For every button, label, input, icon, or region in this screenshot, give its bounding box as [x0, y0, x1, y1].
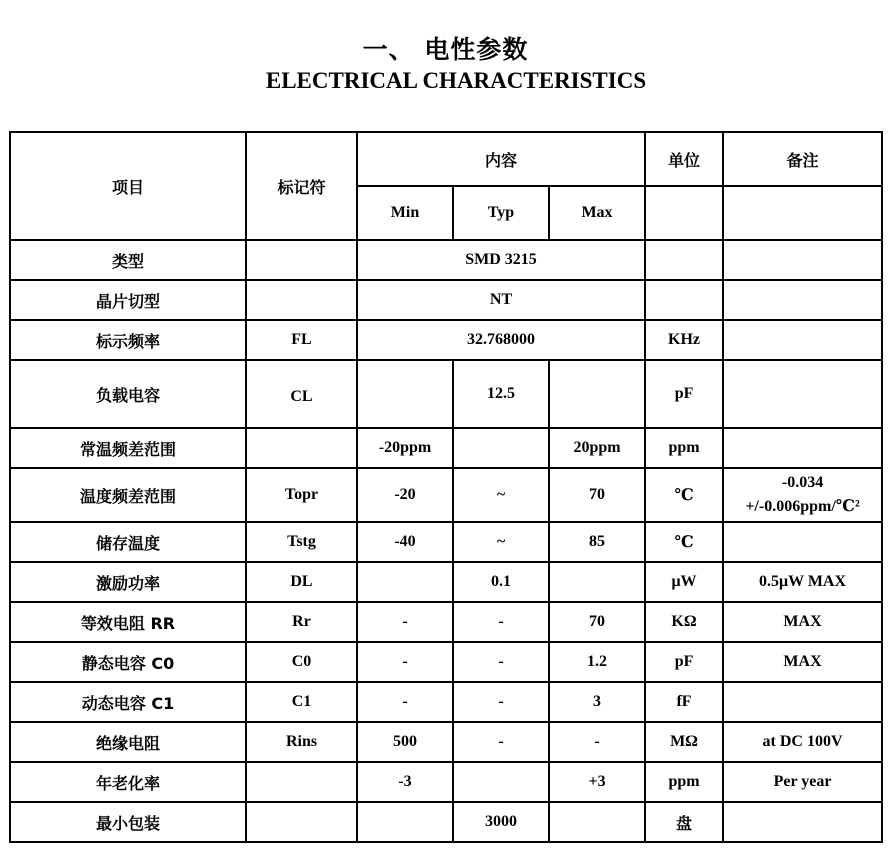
- row-unit: ppm: [645, 762, 723, 802]
- row-item: 储存温度: [10, 522, 246, 562]
- row-max: 3: [549, 682, 645, 722]
- header-content: 内容: [357, 132, 645, 186]
- row-symbol: [246, 240, 357, 280]
- row-item: 负载电容: [10, 360, 246, 428]
- row-symbol: Tstg: [246, 522, 357, 562]
- row-value: NT: [357, 280, 645, 320]
- row-unit: KΩ: [645, 602, 723, 642]
- row-symbol: CL: [246, 360, 357, 428]
- table-row: [10, 562, 882, 602]
- row-min: [357, 360, 453, 428]
- row-unit: pF: [645, 642, 723, 682]
- row-max: +3: [549, 762, 645, 802]
- row-min: -20: [357, 468, 453, 522]
- row-symbol: [246, 428, 357, 468]
- row-min: -3: [357, 762, 453, 802]
- row-min: -20ppm: [357, 428, 453, 468]
- table-row: [10, 682, 882, 722]
- row-max: [549, 802, 645, 842]
- row-unit: pF: [645, 360, 723, 428]
- row-min: -40: [357, 522, 453, 562]
- header-unit: 单位: [645, 132, 723, 186]
- row-typ: [453, 428, 549, 468]
- table-row: [10, 240, 882, 280]
- row-unit: ℃: [645, 468, 723, 522]
- header-remark-blank: [723, 186, 882, 240]
- row-symbol: [246, 762, 357, 802]
- row-value: 32.768000: [357, 320, 645, 360]
- row-item: 动态电容 C1: [10, 682, 246, 722]
- row-symbol: [246, 280, 357, 320]
- table-row: [10, 360, 882, 428]
- header-max: Max: [549, 186, 645, 240]
- page-title-chinese: 一、 电性参数: [362, 35, 529, 64]
- row-unit: 盘: [645, 802, 723, 842]
- row-symbol: Rins: [246, 722, 357, 762]
- row-min: -: [357, 682, 453, 722]
- row-symbol: [246, 802, 357, 842]
- table-row: [10, 522, 882, 562]
- row-value: SMD 3215: [357, 240, 645, 280]
- header-row: [10, 132, 882, 186]
- row-remark: [723, 802, 882, 842]
- row-min: [357, 562, 453, 602]
- row-remark: [723, 522, 882, 562]
- row-remark: MAX: [723, 642, 882, 682]
- row-remark: MAX: [723, 602, 882, 642]
- row-min: 500: [357, 722, 453, 762]
- row-symbol: FL: [246, 320, 357, 360]
- header-min: Min: [357, 186, 453, 240]
- row-item: 最小包装: [10, 802, 246, 842]
- row-typ: -: [453, 642, 549, 682]
- row-remark: [723, 428, 882, 468]
- row-item: 标示频率: [10, 320, 246, 360]
- row-item: 等效电阻 RR: [10, 602, 246, 642]
- row-remark: 0.5μW MAX: [723, 562, 882, 602]
- row-min: -: [357, 642, 453, 682]
- row-item: 类型: [10, 240, 246, 280]
- row-symbol: Topr: [246, 468, 357, 522]
- row-min: [357, 802, 453, 842]
- row-remark: [723, 280, 882, 320]
- header-symbol: 标记符: [246, 132, 357, 240]
- row-typ: 12.5: [453, 360, 549, 428]
- table-row: [10, 762, 882, 802]
- table-row: [10, 642, 882, 682]
- row-typ: ~: [453, 468, 549, 522]
- table-row: [10, 280, 882, 320]
- row-max: 70: [549, 602, 645, 642]
- row-unit: MΩ: [645, 722, 723, 762]
- row-typ: -: [453, 602, 549, 642]
- row-unit: fF: [645, 682, 723, 722]
- row-item: 绝缘电阻: [10, 722, 246, 762]
- header-unit-blank: [645, 186, 723, 240]
- table-row: [10, 320, 882, 360]
- row-symbol: C1: [246, 682, 357, 722]
- row-symbol: C0: [246, 642, 357, 682]
- row-remark: [723, 682, 882, 722]
- row-typ: ~: [453, 522, 549, 562]
- row-item: 激励功率: [10, 562, 246, 602]
- row-typ: -: [453, 682, 549, 722]
- row-item: 晶片切型: [10, 280, 246, 320]
- page-title-english: ELECTRICAL CHARACTERISTICS: [265, 68, 647, 93]
- table-row: [10, 428, 882, 468]
- remark-line-1: -0.034: [781, 474, 824, 491]
- row-typ: 3000: [453, 802, 549, 842]
- row-remark: [723, 468, 882, 522]
- header-remark: 备注: [723, 132, 882, 186]
- row-symbol: DL: [246, 562, 357, 602]
- row-unit: [645, 280, 723, 320]
- row-max: -: [549, 722, 645, 762]
- row-remark: [723, 320, 882, 360]
- row-remark: Per year: [723, 762, 882, 802]
- row-max: [549, 562, 645, 602]
- row-remark: at DC 100V: [723, 722, 882, 762]
- row-typ: [453, 762, 549, 802]
- header-typ: Typ: [453, 186, 549, 240]
- row-typ: -: [453, 722, 549, 762]
- row-unit: ppm: [645, 428, 723, 468]
- table-row: [10, 802, 882, 842]
- remark-line-2: +/-0.006ppm/℃²: [745, 498, 860, 515]
- row-max: [549, 360, 645, 428]
- row-unit: ℃: [645, 522, 723, 562]
- row-max: 85: [549, 522, 645, 562]
- row-item: 年老化率: [10, 762, 246, 802]
- row-max: 70: [549, 468, 645, 522]
- row-item: 静态电容 C0: [10, 642, 246, 682]
- row-unit: μW: [645, 562, 723, 602]
- row-max: 20ppm: [549, 428, 645, 468]
- row-remark: [723, 240, 882, 280]
- row-min: -: [357, 602, 453, 642]
- row-unit: KHz: [645, 320, 723, 360]
- header-item: 项目: [10, 132, 246, 240]
- row-unit: [645, 240, 723, 280]
- table-row: [10, 602, 882, 642]
- row-item: 温度频差范围: [10, 468, 246, 522]
- table-row: [10, 468, 882, 522]
- row-max: 1.2: [549, 642, 645, 682]
- row-symbol: Rr: [246, 602, 357, 642]
- electrical-characteristics-table: [9, 131, 883, 843]
- row-remark: [723, 360, 882, 428]
- row-typ: 0.1: [453, 562, 549, 602]
- row-item: 常温频差范围: [10, 428, 246, 468]
- table-row: [10, 722, 882, 762]
